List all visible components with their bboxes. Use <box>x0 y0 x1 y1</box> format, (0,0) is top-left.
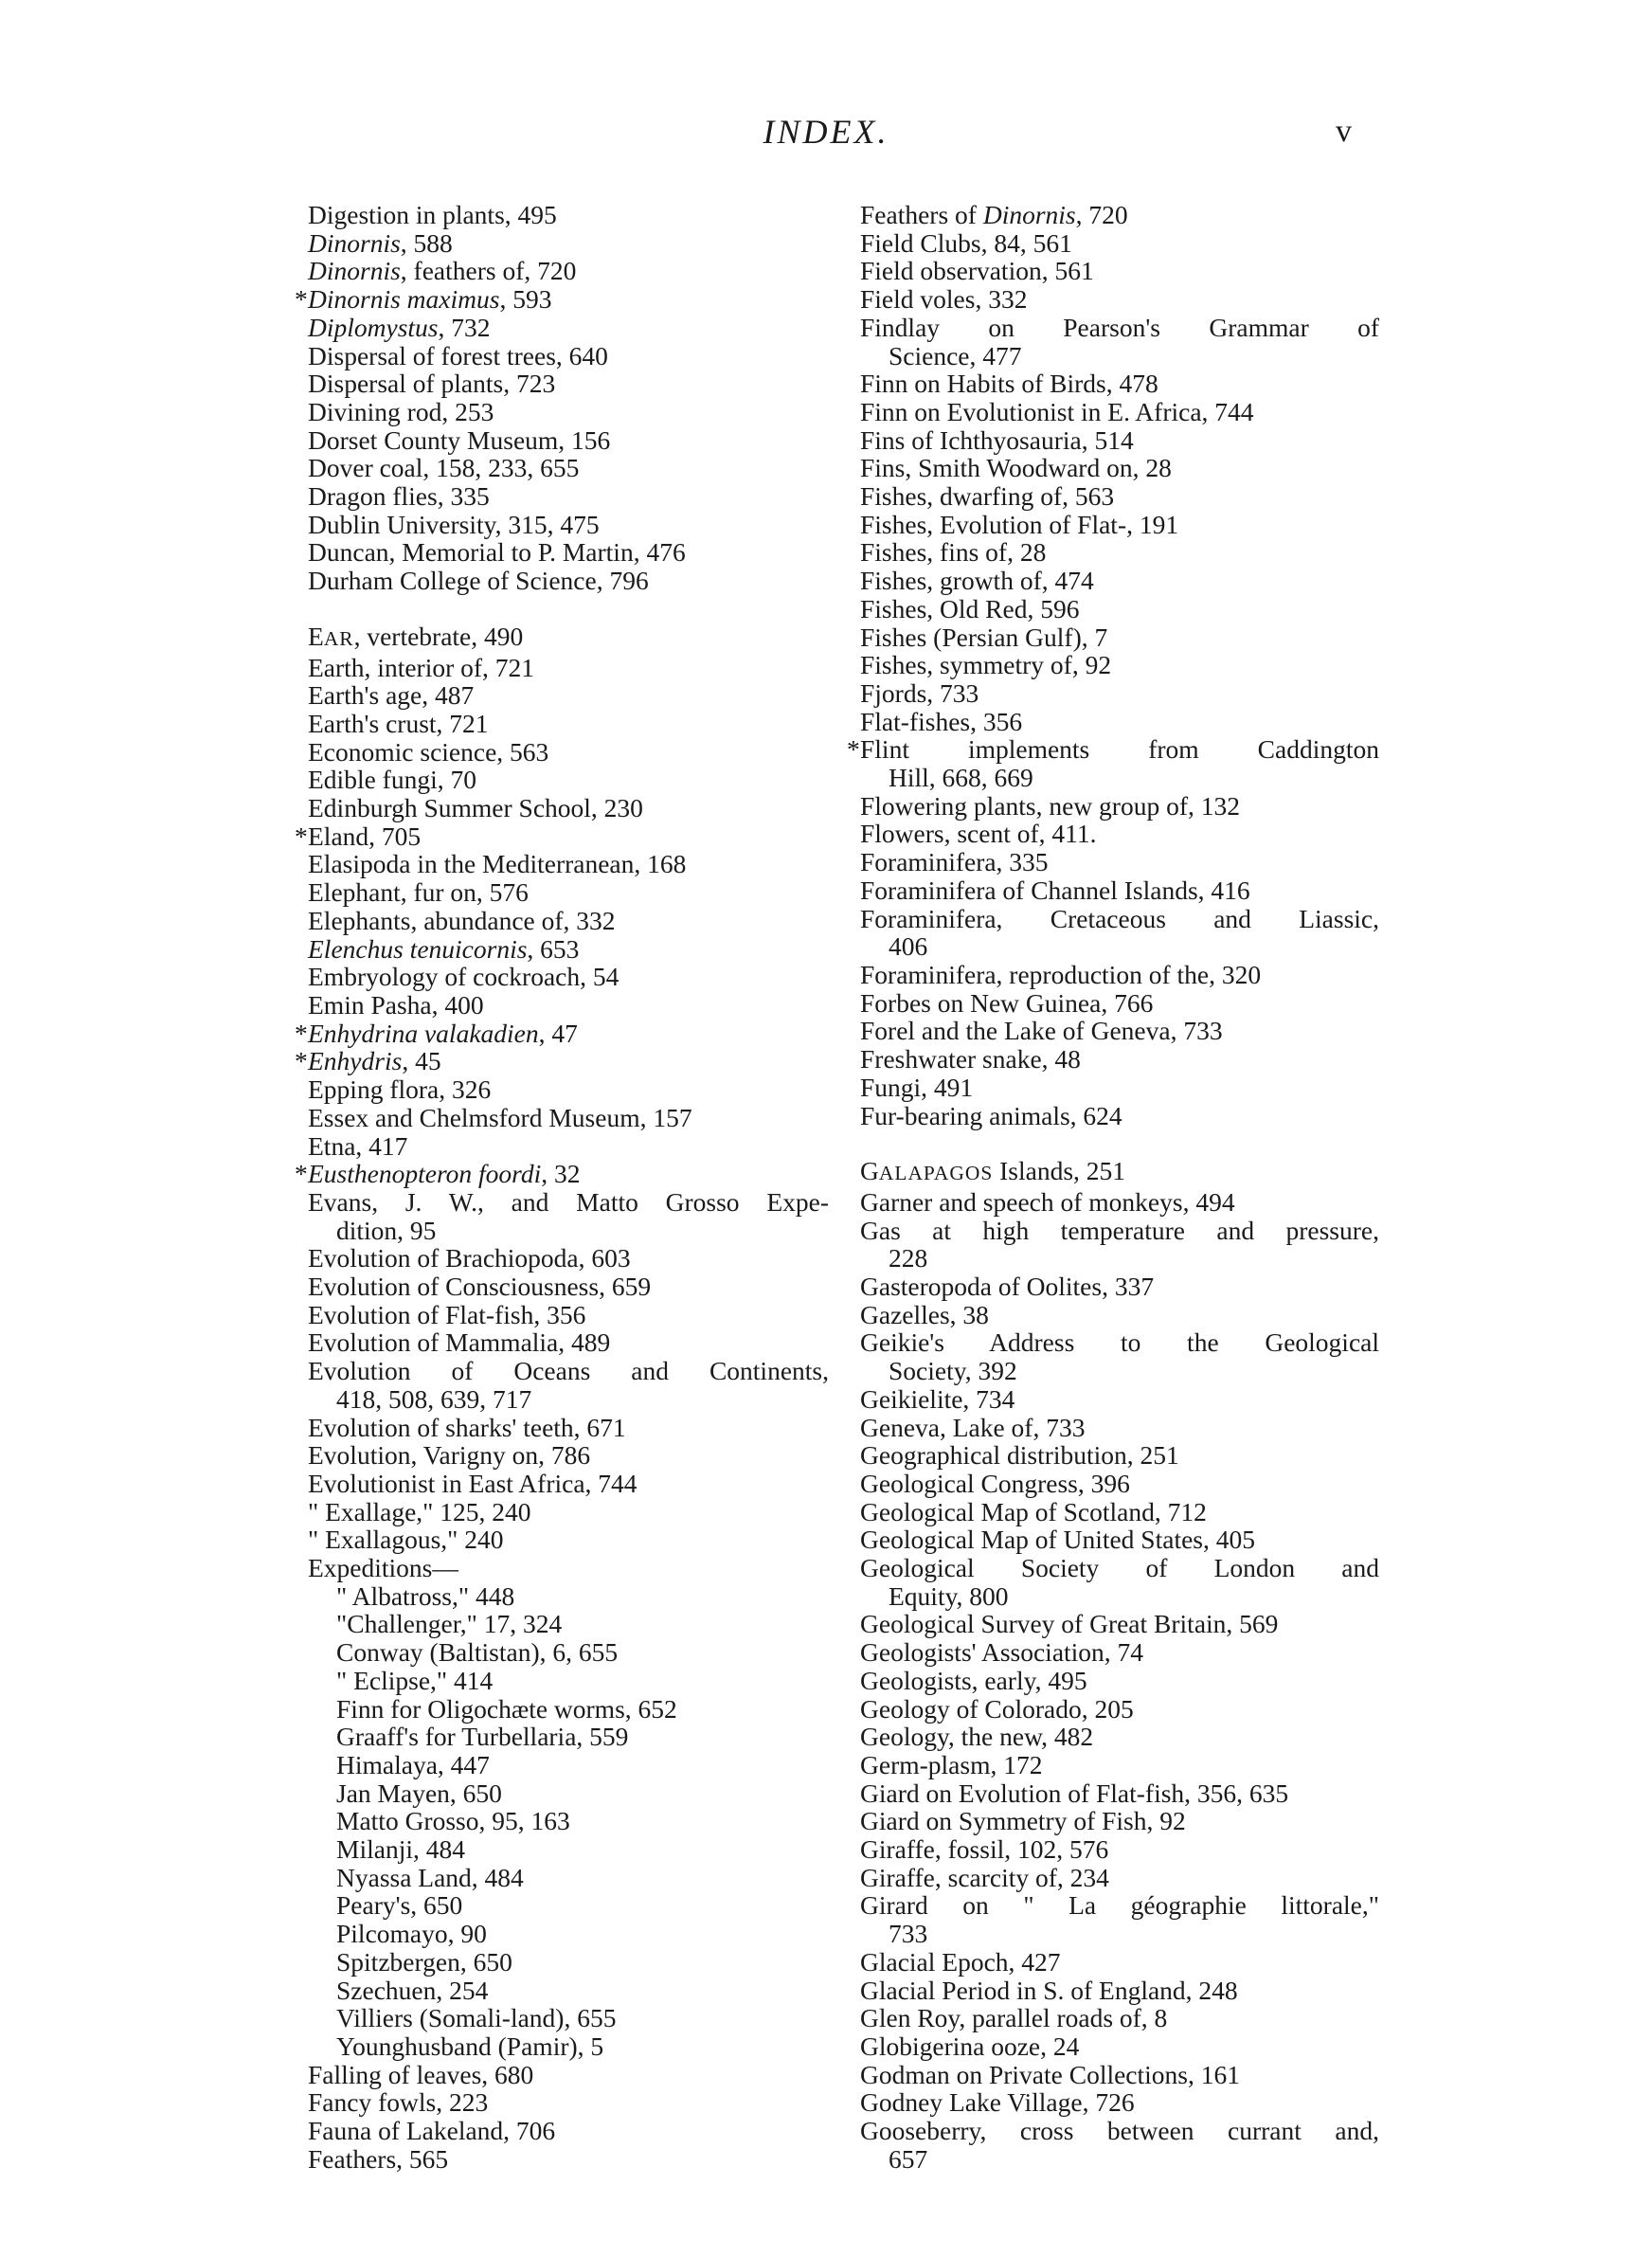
index-entry: Globigerina ooze, 24 <box>860 2031 1080 2061</box>
index-entry: Durham College of Science, 796 <box>308 566 649 596</box>
index-entry: Freshwater snake, 48 <box>860 1044 1081 1074</box>
index-entry: Giard on Evolution of Flat-fish, 356, 635 <box>860 1778 1289 1808</box>
index-entry: Flowering plants, new group of, 132 <box>860 790 1240 821</box>
index-entry: Szechuen, 254 <box>336 1975 489 2005</box>
index-entry: " Exallagous," 240 <box>308 1525 504 1555</box>
index-entry: Pilcomayo, 90 <box>336 1919 487 1949</box>
index-entry: Girard on " La géographie littorale," <box>860 1890 1379 1921</box>
index-entry: Godman on Private Collections, 161 <box>860 2059 1240 2089</box>
index-entry: 657 <box>889 2143 928 2174</box>
index-entry: Elephant, fur on, 576 <box>308 877 529 908</box>
index-entry: 418, 508, 639, 717 <box>336 1383 532 1414</box>
index-entry: Edinburgh Summer School, 230 <box>308 793 643 823</box>
index-entry: EAR, vertebrate, 490 <box>308 621 524 651</box>
index-entry: Fur-bearing animals, 624 <box>860 1100 1122 1130</box>
index-entry: Fishes, Evolution of Flat-, 191 <box>860 509 1179 539</box>
index-entry: Dublin University, 315, 475 <box>308 509 600 539</box>
index-entry: * Dinornis maximus, 593 <box>289 285 829 314</box>
index-entry: Evolutionist in East Africa, 744 <box>308 1468 637 1498</box>
index-entry: Spitzbergen, 650 <box>336 1946 512 1977</box>
index-entry: GALAPAGOS Islands, 251 <box>860 1156 1126 1186</box>
index-entry: Geikie's Address to the Geological <box>860 1327 1379 1358</box>
index-entry: Evolution of Consciousness, 659 <box>308 1272 652 1302</box>
index-entry: Germ-plasm, 172 <box>860 1749 1043 1779</box>
index-entry: Geological Survey of Great Britain, 569 <box>860 1609 1279 1639</box>
index-entry: * Flint implements from Caddington <box>841 735 1379 764</box>
index-entry: Feathers of Dinornis, 720 <box>860 200 1128 229</box>
page-title: INDEX. <box>763 113 889 151</box>
index-entry: Science, 477 <box>889 340 1022 370</box>
index-entry: Nyassa Land, 484 <box>336 1862 524 1892</box>
index-entry: 406 <box>889 931 928 962</box>
index-entry: Dragon flies, 335 <box>308 481 490 512</box>
index-entry: Elenchus tenuicornis, 653 <box>308 933 580 964</box>
index-entry: Dorset County Museum, 156 <box>308 424 611 455</box>
index-entry: " Exallage," 125, 240 <box>308 1496 531 1526</box>
index-entry: Elephants, abundance of, 332 <box>308 905 616 935</box>
index-entry: Geology, the new, 482 <box>860 1722 1094 1752</box>
index-entry: Society, 392 <box>889 1356 1017 1386</box>
index-column-right <box>841 201 1379 2174</box>
index-entry: Fjords, 733 <box>860 677 979 708</box>
index-entry: Earth, interior of, 721 <box>308 652 535 682</box>
index-entry: Evans, J. W., and Matto Grosso Expe- <box>308 1186 829 1217</box>
index-entry: Glacial Epoch, 427 <box>860 1946 1061 1977</box>
index-entry: Peary's, 650 <box>336 1890 463 1921</box>
index-entry: * Eland, 705 <box>289 822 829 851</box>
running-head <box>0 112 1652 169</box>
index-entry: Etna, 417 <box>308 1130 408 1161</box>
index-entry: Giraffe, scarcity of, 234 <box>860 1862 1109 1892</box>
page-number: v <box>1336 114 1352 149</box>
index-entry: Evolution of Oceans and Continents, <box>308 1356 829 1386</box>
index-entry: Dispersal of plants, 723 <box>308 369 556 399</box>
index-entry: Fishes, Old Red, 596 <box>860 593 1080 623</box>
index-entry: Field voles, 332 <box>860 284 1028 315</box>
index-entry: Elasipoda in the Mediterranean, 168 <box>308 849 687 879</box>
index-entry: Evolution, Varigny on, 786 <box>308 1440 591 1471</box>
index-entry: Giard on Symmetry of Fish, 92 <box>860 1806 1186 1836</box>
index-entry: Fishes, dwarfing of, 563 <box>860 481 1115 512</box>
index-entry: Geological Society of London and <box>860 1553 1379 1583</box>
index-entry: Fauna of Lakeland, 706 <box>308 2116 556 2146</box>
index-entry: Graaff's for Turbellaria, 559 <box>336 1722 629 1752</box>
index-entry: Evolution of Brachiopoda, 603 <box>308 1243 631 1273</box>
index-entry: Fungi, 491 <box>860 1072 974 1102</box>
index-entry: Garner and speech of monkeys, 494 <box>860 1186 1235 1217</box>
index-entry: Fishes, growth of, 474 <box>860 566 1094 596</box>
index-entry: Flowers, scent of, 411. <box>860 819 1097 849</box>
index-entry: * Eusthenopteron foordi, 32 <box>289 1160 829 1188</box>
index-entry: dition, 95 <box>336 1215 437 1245</box>
index-entry: Fins of Ichthyosauria, 514 <box>860 424 1134 455</box>
index-entry: Earth's age, 487 <box>308 680 475 711</box>
index-entry: Divining rod, 253 <box>308 396 494 426</box>
index-entry: " Eclipse," 414 <box>336 1665 494 1695</box>
index-entry: Expeditions— <box>308 1553 458 1583</box>
index-entry: Fishes, fins of, 28 <box>860 537 1047 568</box>
index-entry: Gasteropoda of Oolites, 337 <box>860 1272 1155 1302</box>
index-entry: Forbes on New Guinea, 766 <box>860 987 1154 1018</box>
index-entry: Younghusband (Pamir), 5 <box>336 2031 604 2061</box>
index-entry: Evolution of Mammalia, 489 <box>308 1327 611 1358</box>
index-entry: Dinornis, feathers of, 720 <box>308 256 577 286</box>
index-entry: Duncan, Memorial to P. Martin, 476 <box>308 537 686 568</box>
index-entry: Geological Congress, 396 <box>860 1468 1130 1498</box>
index-entry: Essex and Chelmsford Museum, 157 <box>308 1102 692 1132</box>
index-entry: Hill, 668, 669 <box>889 763 1033 793</box>
index-entry: Finn on Evolutionist in E. Africa, 744 <box>860 396 1254 426</box>
index-entry: 228 <box>889 1243 928 1273</box>
index-entry: Geneva, Lake of, 733 <box>860 1412 1086 1442</box>
index-entry: Forel and the Lake of Geneva, 733 <box>860 1016 1223 1046</box>
index-entry: Villiers (Somali-land), 655 <box>336 2003 617 2033</box>
index-entry: Conway (Baltistan), 6, 655 <box>336 1637 619 1668</box>
index-entry: Glacial Period in S. of England, 248 <box>860 1975 1238 2005</box>
index-entry: Dinornis, 588 <box>308 227 453 258</box>
index-entry: Equity, 800 <box>889 1580 1009 1611</box>
index-entry: "Challenger," 17, 324 <box>336 1609 563 1639</box>
index-entry: Gazelles, 38 <box>860 1299 989 1329</box>
index-entry: Finn on Habits of Birds, 478 <box>860 369 1158 399</box>
index-entry: Geological Map of United States, 405 <box>860 1525 1255 1555</box>
index-entry: Foraminifera, Cretaceous and Liassic, <box>860 903 1379 933</box>
index-entry: Milanji, 484 <box>336 1834 465 1865</box>
index-entry: Flat-fishes, 356 <box>860 706 1023 736</box>
index-entry: Gooseberry, cross between currant and, <box>860 2116 1379 2146</box>
index-entry: Gas at high temperature and pressure, <box>860 1215 1379 1245</box>
index-entry: * Enhydrina valakadien, 47 <box>289 1020 829 1048</box>
index-entry: Field Clubs, 84, 561 <box>860 227 1072 258</box>
index-entry: * Enhydris, 45 <box>289 1047 829 1075</box>
index-entry: Foraminifera, 335 <box>860 847 1049 877</box>
index-entry: Fishes (Persian Gulf), 7 <box>860 622 1108 652</box>
index-entry: Finn for Oligochæte worms, 652 <box>336 1693 677 1724</box>
index-entry: Geologists' Association, 74 <box>860 1637 1144 1668</box>
index-entry: Geologists, early, 495 <box>860 1665 1087 1695</box>
index-entry: Geological Map of Scotland, 712 <box>860 1496 1207 1526</box>
index-entry: Diplomystus, 732 <box>308 312 491 342</box>
index-entry: Foraminifera, reproduction of the, 320 <box>860 959 1262 989</box>
index-entry: Evolution of sharks' teeth, 671 <box>308 1412 626 1442</box>
index-entry: Fancy fowls, 223 <box>308 2087 489 2118</box>
index-entry: Field observation, 561 <box>860 256 1094 286</box>
index-entry: Jan Mayen, 650 <box>336 1778 502 1808</box>
index-entry: Earth's crust, 721 <box>308 708 489 738</box>
index-entry: Economic science, 563 <box>308 736 549 767</box>
index-entry: Matto Grosso, 95, 163 <box>336 1806 570 1836</box>
index-entry: Findlay on Pearson's Grammar of <box>860 312 1379 342</box>
index-column-left <box>289 201 829 2174</box>
index-entry: Fins, Smith Woodward on, 28 <box>860 453 1172 483</box>
index-entry: Giraffe, fossil, 102, 576 <box>860 1834 1109 1865</box>
index-entry: Digestion in plants, 495 <box>308 200 557 229</box>
index-entry: Geikielite, 734 <box>860 1383 1015 1414</box>
index-entry: Geology of Colorado, 205 <box>860 1693 1134 1724</box>
index-entry: Embryology of cockroach, 54 <box>308 962 620 992</box>
index-entry: Glen Roy, parallel roads of, 8 <box>860 2003 1168 2033</box>
index-entry: " Albatross," 448 <box>336 1580 515 1611</box>
index-entry: Emin Pasha, 400 <box>308 989 484 1020</box>
index-entry: Foraminifera of Channel Islands, 416 <box>860 875 1250 905</box>
index-entry: 733 <box>889 1919 928 1949</box>
index-entry: Godney Lake Village, 726 <box>860 2087 1135 2118</box>
index-entry: Feathers, 565 <box>308 2143 449 2174</box>
index-entry: Dispersal of forest trees, 640 <box>308 340 608 370</box>
index-entry: Fishes, symmetry of, 92 <box>860 650 1112 680</box>
index-entry: Falling of leaves, 680 <box>308 2059 534 2089</box>
index-entry: Dover coal, 158, 233, 655 <box>308 453 580 483</box>
index-entry: Geographical distribution, 251 <box>860 1440 1179 1471</box>
index-entry: Epping flora, 326 <box>308 1074 492 1105</box>
index-entry: Edible fungi, 70 <box>308 765 476 795</box>
index-entry: Evolution of Flat-fish, 356 <box>308 1299 586 1329</box>
index-entry: Himalaya, 447 <box>336 1749 490 1779</box>
